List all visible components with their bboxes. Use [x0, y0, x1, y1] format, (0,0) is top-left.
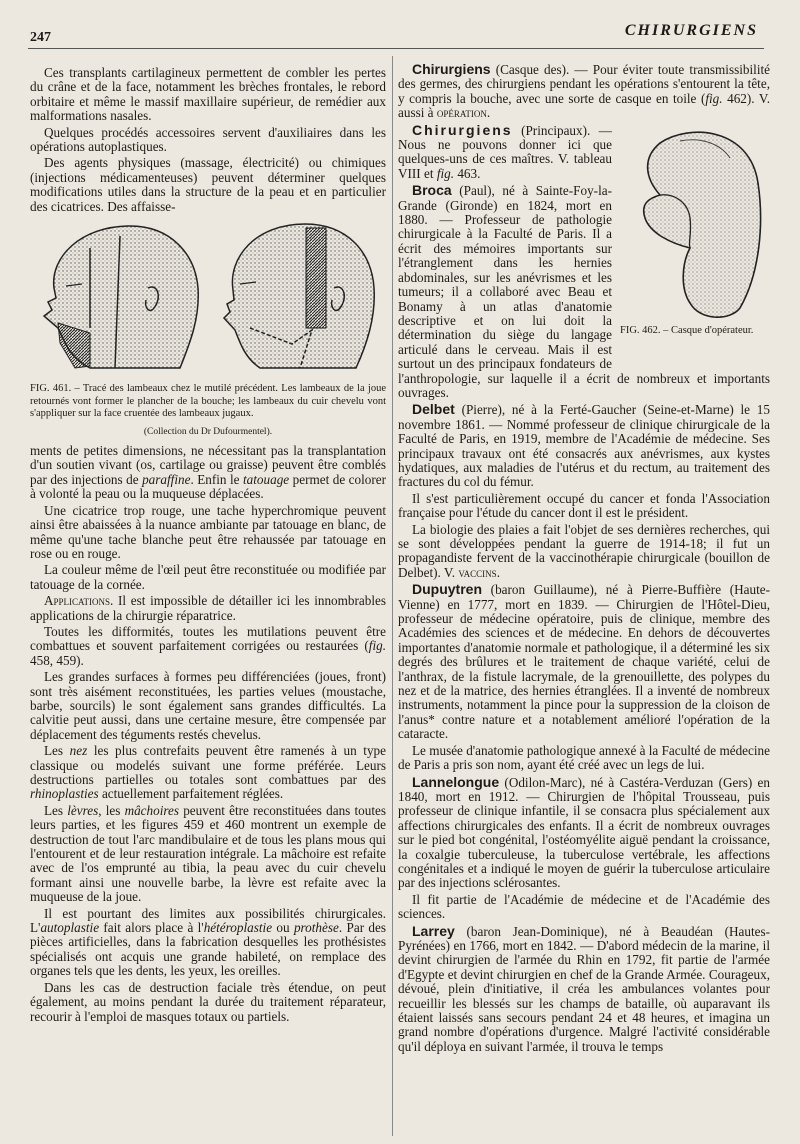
text: ou [272, 920, 294, 936]
figure-462-caption: FIG. 462. – Casque d'opérateur. [620, 324, 754, 336]
paragraph-dupuytren-musee: Le musée d'anatomie pathologique annexé à la Faculté de médecine de Paris a pris son nom, ayant été créé avec un legs de lui. [398, 742, 770, 773]
text: les plus contrefaits peuvent être ramenés à un type classique ou modelés suivant une forme préférée. Leurs destructions partielles ou totales sont combattues par des [30, 743, 386, 787]
headword-chirurgiens-principaux: Chirurgiens [412, 121, 513, 138]
entry-delbet [398, 402, 770, 489]
text: (baron Guillaume), né à Pierre-Buffière (Haute-Vienne) en 1777, mort en 1839. — Chirurgien de l'Hôtel-Dieu, professeur de médecine opératoire, puis de clinique, membre des Académies des sciences et de médecine. En dehors de découvertes importantes d'anatomie normale et pathologique, il a déterminé les six degrés des brûlures et le traitement de chaque variété, celui de l'anthrax, de la fistule lacrymale, de la grenouillette, des polypes du nez et de la matrice, des hernies étranglées. Il a inventé de nombreux instruments, notamment la pince pour la suppression de la cloison de l'anus* contre nature et a notablement amélioré l'opération de la cataracte. [398, 582, 770, 742]
paragraph-limites [30, 907, 386, 979]
term-prothese: prothèse [293, 920, 339, 936]
text: 462). V. aussi à [398, 90, 770, 121]
fig-ref: fig. [368, 638, 386, 654]
term-heteroplastie: hétéroplastie [203, 920, 273, 936]
surgeon-helmet-icon [620, 123, 770, 323]
text: Il est impossible de détailler ici les innombrables applications de la chirurgie réparatrice. [30, 593, 386, 623]
paragraph-applications [30, 594, 386, 623]
text: (Odilon-Marc), né à Castéra-Verduzan (Gers) en 1840, mort en 1912. — Chirurgien de l'hôpital Trousseau, puis professeur de clinique infantile, il se consacra plus spécialement aux affections chirurgicales des enfants. Il a écrit de nombreux ouvrages sur le pied bot congénital, l'ostéomyélite aiguë pendant la croissance, la coxalgie tuberculeuse, la tuberculose vertébrale, les affections congénitales et a indiqué le moyen de guérir la tuberculose articulaire par des injections sclérosantes. [398, 774, 770, 891]
text: peuvent être reconstituées dans toutes leurs parties, et les figures 459 et 460 montrent un exemple de destruction de tout l'arc mandibulaire et de tous les plans mous qui l'entourent et de leur restauration intégrale. La mâchoire est refaite avec de l'os emprunté au tibia, la peau avec du cuir chevelu formant ainsi une nouvelle barbe, la lèvre est refaite avec la muqueuse de la joue. [30, 802, 386, 905]
figure-461-caption: FIG. 461. – Tracé des lambeaux chez le mutilé précédent. Les lambeaux de la joue retournés vont former le plancher de la bouche; les lambeaux du cuir chevelu vont s'appliquer sur la face cruentée des lambeaux jugaux. [30, 383, 386, 420]
paragraph-surfaces: Les grandes surfaces à formes peu différenciées (joues, front) sont très aisément reconstituées, les parties velues (moustache, barbe, sourcils) le sont également sans grandes difficultés. La calvitie peut aussi, dans une certaine mesure, être compensée par déplacement des téguments restés chevelus. [30, 669, 386, 742]
left-column [30, 66, 386, 1026]
text: fait alors place à l' [99, 920, 204, 936]
text: . Par des pièces artificielles, dans la fabrication desquelles les prothésistes spécialisés ont acquis une grande habileté, on remplace des organes tels que les dents, les yeux, les oreilles. [30, 920, 387, 979]
headword-delbet: Delbet [412, 401, 455, 418]
paragraph-lannelongue-academie: Il fit partie de l'Académie de médecine et de l'Académie des sciences. [398, 891, 770, 922]
paragraph-delbet-plaies [398, 523, 770, 581]
headword-dupuytren: Dupuytren [412, 581, 482, 598]
text: La biologie des plaies a fait l'objet de ses dernières recherches, qui se sont développées pendant la guerre de 1914-18; il fut un propagandiste fervent de la vaccinothérapie chirurgicale (bouillon de Delbet). V. [398, 521, 770, 580]
entry-casque [398, 62, 770, 121]
text: Il est pourtant des limites aux possibilités chirurgicales. L' [30, 905, 386, 936]
right-column [398, 62, 770, 1056]
paragraph-cicatrice: Une cicatrice trop rouge, une tache hyperchromique peuvent ainsi être abaissées à la nuance ambiante par tatouage en blanc, de même qu'une tache blanche peut être rehaussée par tatouage en rose ou en rouge. [30, 502, 386, 561]
text: Les [44, 802, 68, 818]
header-rule [28, 48, 764, 49]
term-autoplastie: autoplastie [40, 920, 100, 936]
entry-larrey [398, 924, 770, 1055]
term-rhinoplasties: rhinoplasties [30, 786, 99, 802]
text: Toutes les difformités, toutes les mutilations peuvent être combattues et souvent parfaitement corrigées ou restaurées ( [30, 623, 386, 654]
head-flap-illustration-icon [30, 218, 386, 378]
page-number: 247 [30, 30, 51, 45]
term-paraffine: paraffine [142, 471, 191, 487]
entry-lannelongue [398, 775, 770, 891]
paragraph-procedes: Quelques procédés accessoires servent d'auxiliaires dans les opérations autoplastiques. [30, 124, 386, 155]
text: . [486, 105, 491, 121]
text: (baron Jean-Dominique), né à Beaudéan (Hautes-Pyrénées) en 1766, mort en 1842. — D'abord médecin de la marine, il devint chirurgien de l'armée du Rhin en 1792, fit partie de l'armée d'Egypte et devint chirurgien en chef de la Grande Armée. Courageux, dévoué, plein d'initiative, il créa les ambulances volantes pour recueillir les blessés sur les champs de bataille, où auparavant ils étaient laissés sans secours pendant 24 et 48 heures, et imagina un grand nombre d'opérations d'urgence. Malgré l'activité considérable qu'il déploya en suivant l'armée, il trouva le temps [398, 923, 770, 1054]
text: permet de colorer à volonté la peau ou la muqueuse déplacées. [30, 471, 387, 502]
figure-462 [620, 123, 770, 361]
paragraph-agents: Des agents physiques (massage, électricité) ou chimiques (injections médicamenteuses) peuvent déterminer quelques modifications utiles dans la structure de la peau et en particulier des cicatrices. Des affaisse- [30, 155, 386, 214]
text: 463. [454, 165, 481, 181]
fig-ref: fig. [705, 90, 723, 106]
paragraph-affaissements [30, 444, 386, 502]
headword-lannelongue: Lannelongue [412, 773, 500, 790]
text: . Enfin le [190, 471, 243, 487]
headword-larrey: Larrey [412, 922, 455, 939]
figure-461-credit: (Collection du Dr Dufourmentel). [143, 426, 273, 437]
text: , les [98, 802, 125, 818]
paragraph-masques: Dans les cas de destruction faciale très étendue, on peut également, au moins pendant la durée du traitement réparateur, recourir à l'emploi de masques totaux ou partiels. [30, 979, 386, 1024]
section-head-applications: Applications. [44, 593, 114, 609]
cross-ref-vaccins: vaccins [458, 564, 497, 580]
term-tatouage: tatouage [243, 471, 290, 487]
text: actuellement parfaitement réglées. [98, 786, 284, 802]
text: (Paul), né à Sainte-Foy-la-Grande (Gironde) en 1824, mort en 1880. — Professeur de pathologie chirurgicale à la Faculté de Paris. Il a écrit des mémoires importants sur l'étranglement dans les hernies abdominales, sur les anévrismes et les tumeurs; il a collaboré avec Beau et Bonamy à un atlas d'anatomie descriptive et on lui doit la détermination du siège du langage articulé dans le cerveau. Mais il est surtout un des principaux fondateurs de l'anthropologie, sur laquelle il a écrit de nombreux et importants ouvrages. [398, 183, 770, 400]
column-divider [392, 56, 393, 1136]
paragraph-transplants: Ces transplants cartilagineux permettent de combler les pertes du crâne et de la face, notamment les brèches frontales, le rebord orbitaire et même le massif maxillaire supérieur, de remédier aux malformations nasales. [30, 65, 386, 124]
paragraph-delbet-cancer: Il s'est particulièrement occupé du cancer et fonda l'Association française pour l'étude du cancer dont il est le président. [398, 490, 770, 521]
text: Les [44, 743, 70, 759]
figure-461 [30, 218, 386, 438]
term-nez: nez [69, 743, 88, 759]
page-header [0, 0, 800, 50]
fig-ref: fig. [436, 165, 455, 181]
text: ments de petites dimensions, ne nécessitant pas la transplantation d'un soutien vivant (os, cartilage ou graisse) peuvent être comblés par des injections de [30, 443, 386, 487]
text: (Pierre), né à la Ferté-Gaucher (Seine-et-Marne) le 15 novembre 1861. — Nommé professeur de clinique chirurgicale de la Faculté de Paris, en 1919, membre de l'Académie de médecine. Ses principaux travaux ont été consacrés aux anévrismes, aux kystes hydatiques, aux maladies de l'utérus et du rectum, au traitement des fractures du col du fémur. [398, 402, 770, 490]
cross-ref-operation: opération [436, 105, 487, 121]
paragraph-difformites [30, 625, 386, 668]
paragraph-levres [30, 804, 386, 905]
text: 458, 459). [30, 652, 84, 668]
term-levres: lèvres [67, 802, 99, 818]
text: (Principaux). — Nous ne pouvons donner ici que quelques-uns de ces maîtres. V. tableau VIII et [398, 122, 612, 181]
headword-broca: Broca [412, 182, 452, 199]
paragraph-nez [30, 744, 386, 802]
running-head: CHIRURGIENS [624, 22, 758, 39]
text: (Casque des). — Pour éviter toute transmissibilité des germes, des chirurgiens pendant les opérations s'entourent la tête, y compris la bouche, avec une sorte de casque en toile ( [398, 62, 770, 106]
term-machoires: mâchoires [124, 802, 180, 818]
headword-chirurgiens-casque: Chirurgiens [412, 61, 491, 77]
paragraph-couleur-oeil: La couleur même de l'œil peut être reconstituée ou modifiée par tatouage de la cornée. [30, 562, 386, 592]
text: . [496, 564, 500, 580]
entry-dupuytren [398, 582, 770, 741]
